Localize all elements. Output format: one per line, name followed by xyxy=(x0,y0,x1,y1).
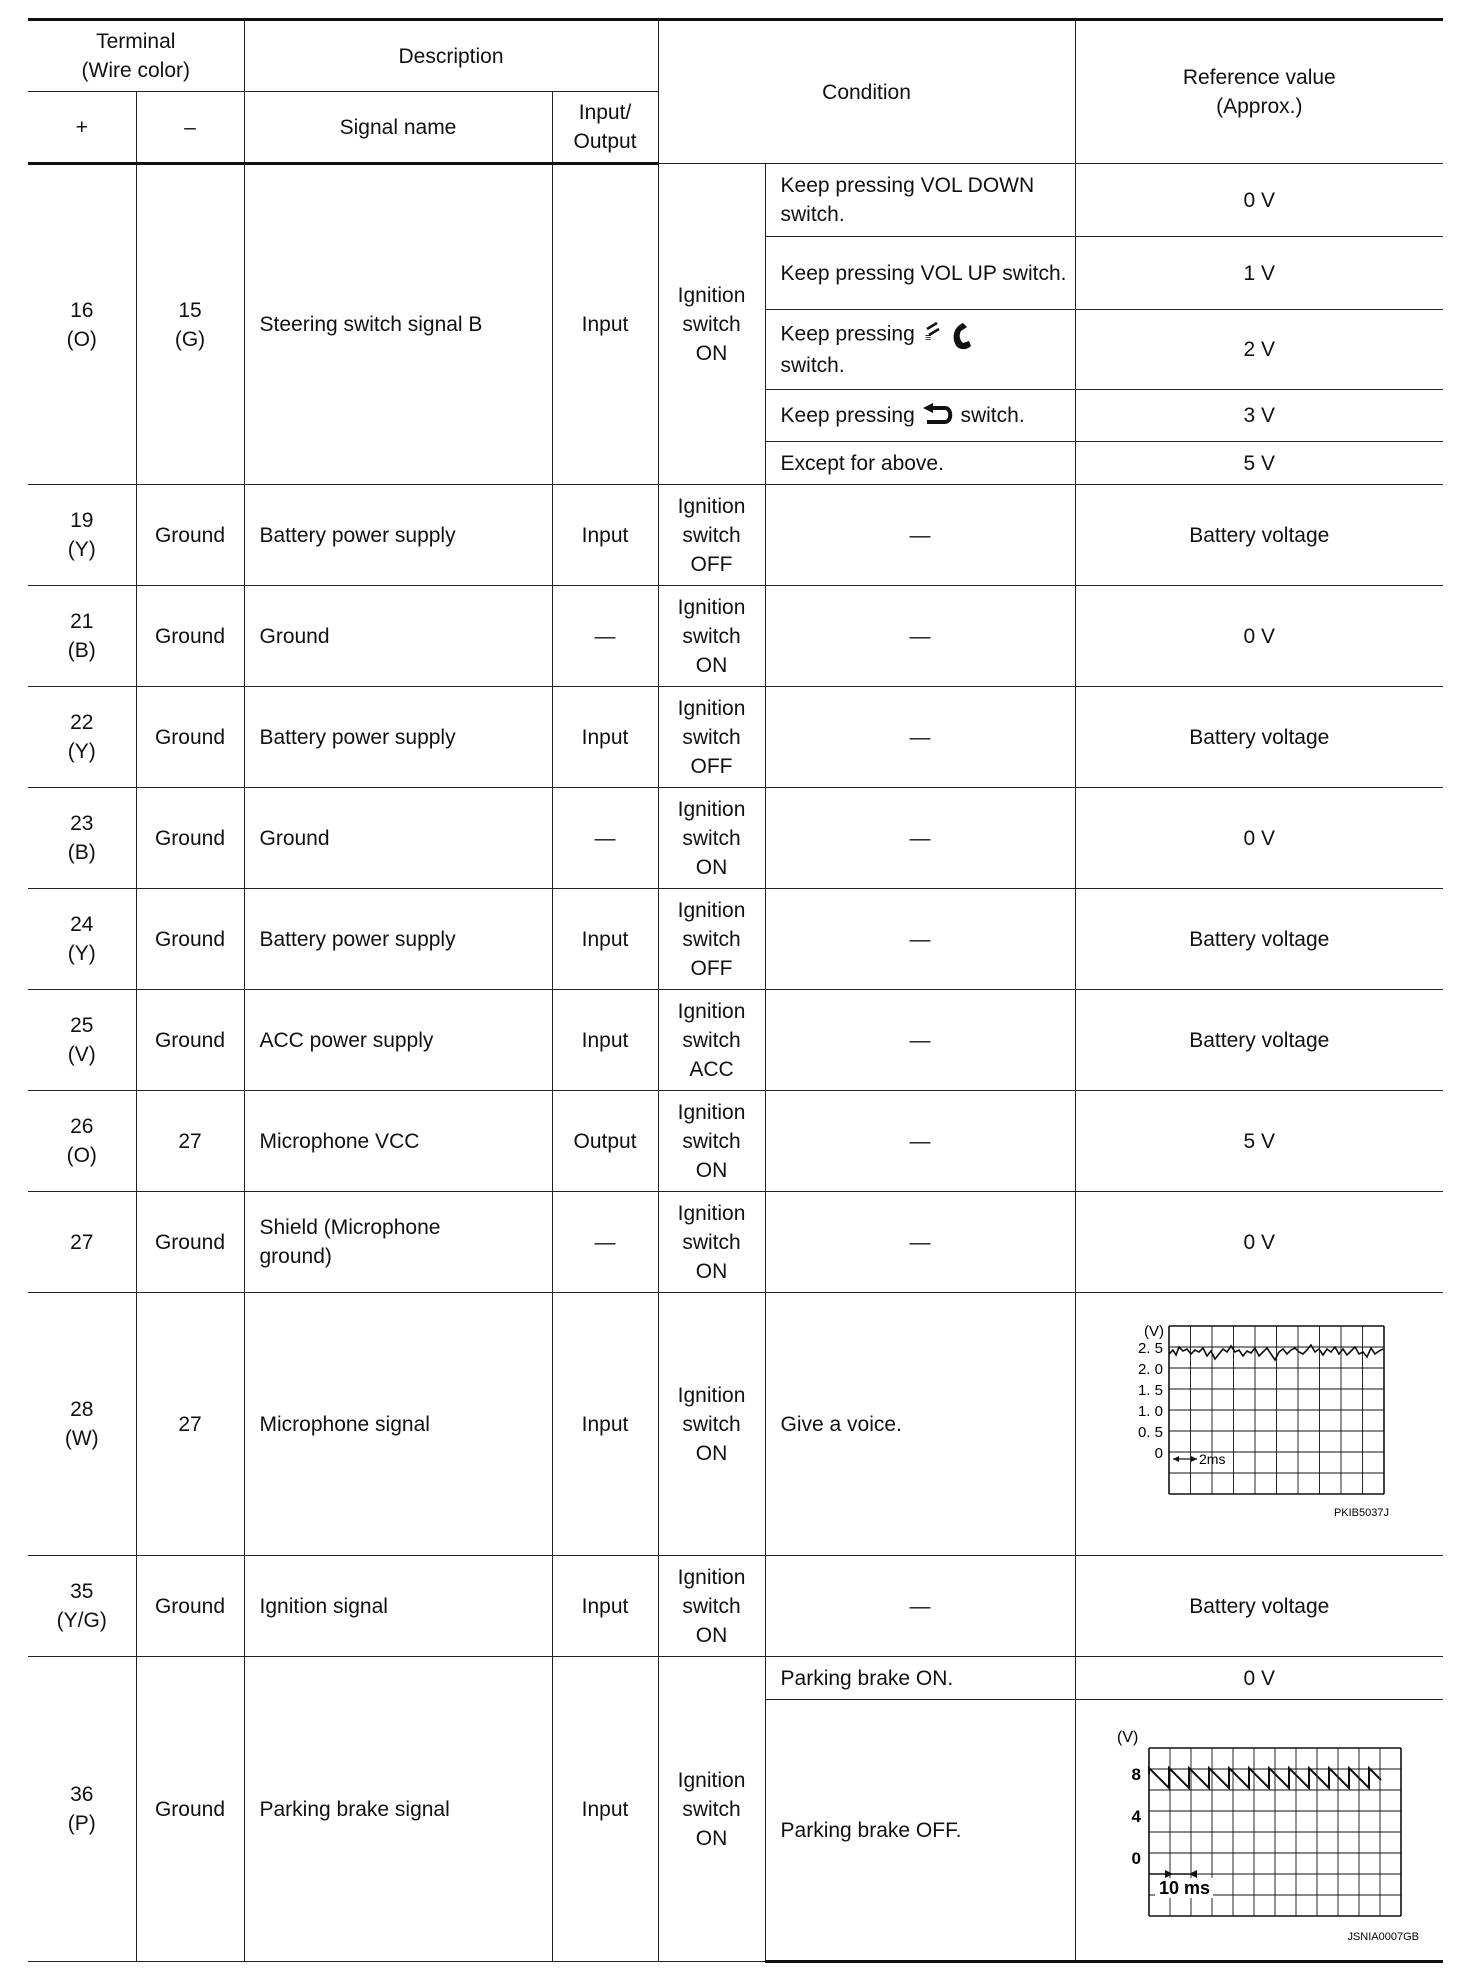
minus-cell: Ground xyxy=(136,485,244,586)
signal-cell: Battery power supply xyxy=(244,889,552,990)
minus-cell: Ground xyxy=(136,990,244,1091)
ign-cell: Ignition switch OFF xyxy=(658,687,765,788)
value-cell: 0 V xyxy=(1075,1657,1443,1700)
wave1-tick: 2. 0 xyxy=(1138,1361,1164,1378)
condition-cell: Except for above. xyxy=(765,442,1075,485)
waveform-cell xyxy=(1075,1293,1443,1556)
wave2-caption: JSNIA0007GB xyxy=(1347,1931,1420,1943)
reference-header: Reference value (Approx.) xyxy=(1075,20,1443,164)
io-cell: Input xyxy=(552,1657,658,1962)
table-row xyxy=(28,164,1443,237)
signal-name-header: Signal name xyxy=(244,92,552,164)
table-row xyxy=(28,485,1443,586)
wave1-tick: 0. 5 xyxy=(1138,1424,1164,1441)
condition-cell: Give a voice. xyxy=(765,1293,1075,1556)
minus-cell: Ground xyxy=(136,788,244,889)
io-cell: Input xyxy=(552,687,658,788)
value-cell: Battery voltage xyxy=(1075,687,1443,788)
terminal-header: Terminal (Wire color) xyxy=(28,20,244,92)
plus-cell: 24 (Y) xyxy=(28,889,136,990)
condition-cell: Keep pressing ≡ switch. xyxy=(765,310,1075,390)
wave1-tick: 1. 0 xyxy=(1138,1403,1164,1420)
value-cell: 1 V xyxy=(1075,237,1443,310)
condition-cell: Parking brake OFF. xyxy=(765,1700,1075,1962)
io-cell: — xyxy=(552,586,658,687)
ign-cell: Ignition switch ACC xyxy=(658,990,765,1091)
ign-cell: Ignition switch ON xyxy=(658,1556,765,1657)
phone-icon xyxy=(921,319,983,351)
microphone-waveform xyxy=(1109,1314,1409,1534)
condition-cell: Parking brake ON. xyxy=(765,1657,1075,1700)
signal-cell: Shield (Microphone ground) xyxy=(244,1192,552,1293)
signal-cell: Ignition signal xyxy=(244,1556,552,1657)
io-cell: — xyxy=(552,788,658,889)
condition-cell: — xyxy=(765,485,1075,586)
minus-cell: Ground xyxy=(136,1657,244,1962)
io-cell: Input xyxy=(552,990,658,1091)
condition-cell: — xyxy=(765,1556,1075,1657)
minus-cell: 27 xyxy=(136,1091,244,1192)
plus-cell: 26 (O) xyxy=(28,1091,136,1192)
signal-cell: Battery power supply xyxy=(244,485,552,586)
ign-cell: Ignition switch ON xyxy=(658,586,765,687)
plus-cell: 27 xyxy=(28,1192,136,1293)
parking-brake-waveform xyxy=(1089,1710,1429,1950)
waveform-cell xyxy=(1075,1700,1443,1962)
plus-cell: 23 (B) xyxy=(28,788,136,889)
ign-cell: Ignition switch OFF xyxy=(658,889,765,990)
signal-cell: Ground xyxy=(244,586,552,687)
condition-cell: — xyxy=(765,586,1075,687)
plus-cell: 21 (B) xyxy=(28,586,136,687)
wave1-caption: PKIB5037J xyxy=(1334,1507,1390,1519)
plus-cell: 36 (P) xyxy=(28,1657,136,1962)
io-cell: Input xyxy=(552,485,658,586)
wave1-tick: 2. 5 xyxy=(1138,1340,1164,1357)
condition-cell: — xyxy=(765,1091,1075,1192)
plus-cell: 28 (W) xyxy=(28,1293,136,1556)
table-row xyxy=(28,586,1443,687)
condition-cell: Keep pressing VOL DOWN switch. xyxy=(765,164,1075,237)
signal-cell: Parking brake signal xyxy=(244,1657,552,1962)
io-cell: Input xyxy=(552,1556,658,1657)
condition-cell: Keep pressing switch. xyxy=(765,390,1075,442)
condition-cell: — xyxy=(765,990,1075,1091)
io-cell: Input xyxy=(552,164,658,485)
wave2-time: 10 ms xyxy=(1159,1878,1211,1898)
table-row xyxy=(28,687,1443,788)
minus-cell: Ground xyxy=(136,1556,244,1657)
value-cell: 2 V xyxy=(1075,310,1443,390)
value-cell: 0 V xyxy=(1075,164,1443,237)
condition-cell: Keep pressing VOL UP switch. xyxy=(765,237,1075,310)
io-cell: Input xyxy=(552,889,658,990)
signal-cell: Steering switch signal B xyxy=(244,164,552,485)
signal-cell: ACC power supply xyxy=(244,990,552,1091)
condition-cell: — xyxy=(765,889,1075,990)
wave1-tick: 1. 5 xyxy=(1138,1382,1164,1399)
minus-cell: Ground xyxy=(136,687,244,788)
wave1-tick: 0 xyxy=(1154,1445,1164,1462)
wave1-time: 2ms xyxy=(1199,1451,1226,1467)
wave2-tick: 8 xyxy=(1131,1765,1142,1784)
ign-cell: Ignition switch ON xyxy=(658,1657,765,1962)
plus-header: + xyxy=(28,92,136,164)
condition-cell: — xyxy=(765,687,1075,788)
table-row xyxy=(28,1556,1443,1657)
svg-text:≡: ≡ xyxy=(924,332,932,344)
description-header: Description xyxy=(244,20,658,92)
io-cell: — xyxy=(552,1192,658,1293)
table-row xyxy=(28,1657,1443,1700)
ign-cell: Ignition switch ON xyxy=(658,164,765,485)
signal-cell: Ground xyxy=(244,788,552,889)
signal-cell: Microphone signal xyxy=(244,1293,552,1556)
value-cell: Battery voltage xyxy=(1075,990,1443,1091)
back-arrow-icon xyxy=(921,403,955,429)
signal-cell: Microphone VCC xyxy=(244,1091,552,1192)
value-cell: Battery voltage xyxy=(1075,889,1443,990)
table-row xyxy=(28,1192,1443,1293)
table-row xyxy=(28,788,1443,889)
condition-cell: — xyxy=(765,1192,1075,1293)
minus-cell: 27 xyxy=(136,1293,244,1556)
value-cell: 3 V xyxy=(1075,390,1443,442)
minus-cell: 15 (G) xyxy=(136,164,244,485)
minus-cell: Ground xyxy=(136,586,244,687)
io-cell: Input xyxy=(552,1293,658,1556)
plus-cell: 16 (O) xyxy=(28,164,136,485)
ign-cell: Ignition switch ON xyxy=(658,788,765,889)
table-row xyxy=(28,1293,1443,1556)
plus-cell: 19 (Y) xyxy=(28,485,136,586)
ign-cell: Ignition switch ON xyxy=(658,1091,765,1192)
plus-cell: 35 (Y/G) xyxy=(28,1556,136,1657)
wave2-tick: 0 xyxy=(1131,1849,1142,1868)
condition-header: Condition xyxy=(658,20,1075,164)
value-cell: 0 V xyxy=(1075,586,1443,687)
io-header: Input/ Output xyxy=(552,92,658,164)
wave1-unit: (V) xyxy=(1144,1323,1165,1340)
value-cell: 5 V xyxy=(1075,442,1443,485)
plus-cell: 22 (Y) xyxy=(28,687,136,788)
value-cell: 0 V xyxy=(1075,1192,1443,1293)
value-cell: 0 V xyxy=(1075,788,1443,889)
value-cell: 5 V xyxy=(1075,1091,1443,1192)
ign-cell: Ignition switch ON xyxy=(658,1293,765,1556)
wave2-unit: (V) xyxy=(1117,1729,1139,1746)
terminal-table xyxy=(28,18,1443,1963)
table-row xyxy=(28,1091,1443,1192)
table-row xyxy=(28,889,1443,990)
ign-cell: Ignition switch ON xyxy=(658,1192,765,1293)
ign-cell: Ignition switch OFF xyxy=(658,485,765,586)
io-cell: Output xyxy=(552,1091,658,1192)
wave2-trace xyxy=(1149,1768,1381,1788)
minus-cell: Ground xyxy=(136,889,244,990)
minus-header: – xyxy=(136,92,244,164)
value-cell: Battery voltage xyxy=(1075,485,1443,586)
wave2-tick: 4 xyxy=(1131,1807,1142,1826)
signal-cell: Battery power supply xyxy=(244,687,552,788)
table-row xyxy=(28,990,1443,1091)
plus-cell: 25 (V) xyxy=(28,990,136,1091)
minus-cell: Ground xyxy=(136,1192,244,1293)
value-cell: Battery voltage xyxy=(1075,1556,1443,1657)
condition-cell: — xyxy=(765,788,1075,889)
